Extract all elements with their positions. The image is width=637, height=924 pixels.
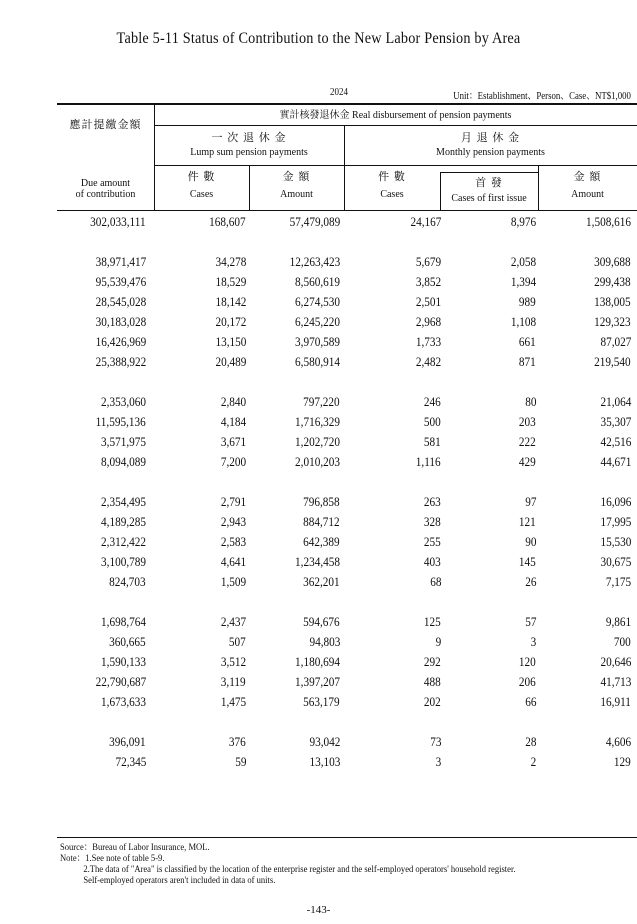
table-cell: 2,437: [220, 615, 246, 629]
table-cell: 796,858: [303, 495, 340, 509]
table-cell: 6,245,220: [295, 315, 340, 329]
table-cell: 17,995: [600, 515, 631, 529]
table-cell: 403: [424, 555, 441, 569]
table-cell: 1,234,458: [295, 555, 340, 569]
table-cell: 1,698,764: [101, 615, 146, 629]
table-cell: 41,713: [600, 675, 631, 689]
table-cell: 255: [424, 535, 441, 549]
table-cell: 360,665: [109, 635, 146, 649]
table-cell: 22,790,687: [95, 675, 146, 689]
table-cell: 2,968: [415, 315, 441, 329]
table-cell: 3,970,589: [295, 335, 340, 349]
table-cell: 9: [435, 635, 441, 649]
table-cell: 12,263,423: [289, 255, 340, 269]
table-row: [0, 315, 637, 335]
table-row: [0, 495, 637, 515]
contribution-header-zh: 應計提繳金額: [69, 119, 142, 131]
table-row: [0, 435, 637, 455]
monthly-header-zh: 月 退 休 金: [460, 132, 521, 144]
table-row: [0, 695, 637, 715]
table-cell: 2,583: [220, 535, 246, 549]
table-row: [0, 275, 637, 295]
table-cell: 24,167: [410, 215, 441, 229]
table-cell: 376: [229, 735, 246, 749]
table-row: [0, 735, 637, 755]
table-cell: 9,861: [605, 615, 631, 629]
table-cell: 28,545,028: [95, 295, 146, 309]
table-cell: 2: [530, 755, 536, 769]
monthly-header-en: Monthly pension payments: [436, 147, 545, 158]
table-cell: 1,397,207: [295, 675, 340, 689]
table-cell: 500: [424, 415, 441, 429]
table-cell: 1,108: [510, 315, 536, 329]
table-cell: 563,179: [303, 695, 340, 709]
unit-label: Unit：Establishment、Person、Case、NT$1,000: [453, 91, 631, 102]
year-label: 2024: [330, 87, 348, 98]
table-cell: 7,200: [220, 455, 246, 469]
table-title: Table 5-11 Status of Contribution to the New Labor Pension by Area: [116, 30, 521, 47]
table-cell: 94,803: [309, 635, 340, 649]
table-cell: 4,606: [605, 735, 631, 749]
table-cell: 38,971,417: [95, 255, 146, 269]
table-cell: 87,027: [600, 335, 631, 349]
contribution-header-en-2: of contribution: [75, 189, 136, 200]
header-rule-2: [154, 165, 637, 166]
table-cell: 3,671: [220, 435, 246, 449]
table-row: [0, 615, 637, 635]
table-row: [0, 675, 637, 695]
table-cell: 138,005: [594, 295, 631, 309]
table-cell: 1,394: [510, 275, 536, 289]
table-cell: 797,220: [303, 395, 340, 409]
table-cell: 2,791: [220, 495, 246, 509]
table-cell: 824,703: [109, 575, 146, 589]
table-cell: 2,943: [220, 515, 246, 529]
table-cell: 3,119: [221, 675, 246, 689]
table-cell: 302,033,111: [90, 215, 146, 229]
table-cell: 507: [229, 635, 246, 649]
table-cell: 1,116: [416, 455, 441, 469]
table-cell: 95,539,476: [95, 275, 146, 289]
table-cell: 292: [424, 655, 441, 669]
table-row: [0, 655, 637, 675]
table-top-rule: [57, 103, 637, 105]
table-cell: 8,976: [510, 215, 536, 229]
table-cell: 206: [519, 675, 536, 689]
table-row: [0, 635, 637, 655]
table-cell: 2,010,203: [295, 455, 340, 469]
table-cell: 18,142: [215, 295, 246, 309]
table-cell: 93,042: [309, 735, 340, 749]
table-cell: 25,388,922: [95, 355, 146, 369]
table-cell: 72,345: [115, 755, 146, 769]
table-cell: 3: [530, 635, 536, 649]
table-cell: 3,852: [415, 275, 441, 289]
table-cell: 488: [424, 675, 441, 689]
table-cell: 15,530: [600, 535, 631, 549]
first-issue-header-en: Cases of first issue: [451, 193, 527, 204]
table-cell: 73: [429, 735, 441, 749]
table-cell: 145: [519, 555, 536, 569]
table-row: [0, 255, 637, 275]
table-row: [0, 335, 637, 355]
lump-amount-header-en: Amount: [280, 189, 313, 200]
table-cell: 2,840: [220, 395, 246, 409]
lump-cases-header-en: Cases: [189, 189, 214, 200]
table-cell: 661: [519, 335, 536, 349]
table-cell: 219,540: [594, 355, 631, 369]
table-cell: 80: [524, 395, 536, 409]
table-cell: 90: [524, 535, 536, 549]
table-cell: 68: [429, 575, 441, 589]
table-cell: 35,307: [600, 415, 631, 429]
table-cell: 97: [524, 495, 536, 509]
table-cell: 120: [519, 655, 536, 669]
table-cell: 299,438: [594, 275, 631, 289]
table-cell: 57,479,089: [289, 215, 340, 229]
table-cell: 1,475: [220, 695, 246, 709]
table-cell: 202: [424, 695, 441, 709]
table-row: [0, 355, 637, 375]
table-cell: 30,675: [600, 555, 631, 569]
table-cell: 328: [424, 515, 441, 529]
table-cell: 1,673,633: [101, 695, 146, 709]
page-number: -143-: [306, 904, 331, 916]
table-cell: 3: [435, 755, 441, 769]
table-row: [0, 555, 637, 575]
table-cell: 3,100,789: [101, 555, 146, 569]
table-cell: 4,641: [220, 555, 246, 569]
table-cell: 6,274,530: [295, 295, 340, 309]
table-cell: 429: [519, 455, 536, 469]
table-cell: 700: [614, 635, 631, 649]
table-cell: 246: [424, 395, 441, 409]
table-cell: 30,183,028: [95, 315, 146, 329]
table-cell: 1,733: [415, 335, 441, 349]
table-cell: 8,094,089: [101, 455, 146, 469]
table-row: [0, 535, 637, 555]
note-3: Self-employed operators aren't included in data of units.: [83, 876, 276, 886]
table-cell: 20,646: [600, 655, 631, 669]
table-cell: 2,354,495: [101, 495, 146, 509]
table-cell: 594,676: [303, 615, 340, 629]
table-cell: 1,509: [220, 575, 246, 589]
table-cell: 20,489: [215, 355, 246, 369]
table-cell: 362,201: [303, 575, 340, 589]
table-cell: 4,184: [220, 415, 246, 429]
table-cell: 396,091: [109, 735, 146, 749]
table-row: [0, 415, 637, 435]
lump-sum-header-en: Lump sum pension payments: [190, 147, 308, 158]
table-cell: 11,595,136: [95, 415, 146, 429]
table-cell: 4,189,285: [101, 515, 146, 529]
monthly-cases-header-en: Cases: [380, 189, 404, 200]
table-cell: 16,426,969: [95, 335, 146, 349]
table-cell: 13,103: [309, 755, 340, 769]
table-cell: 1,716,329: [295, 415, 340, 429]
first-issue-box-top: [440, 172, 538, 173]
table-cell: 2,482: [415, 355, 441, 369]
table-cell: 28: [524, 735, 536, 749]
table-cell: 6,580,914: [295, 355, 340, 369]
table-cell: 16,096: [600, 495, 631, 509]
table-cell: 3,512: [220, 655, 246, 669]
table-cell: 34,278: [215, 255, 246, 269]
table-cell: 203: [519, 415, 536, 429]
table-cell: 2,058: [510, 255, 536, 269]
table-row: [0, 295, 637, 315]
table-cell: 5,679: [415, 255, 441, 269]
table-cell: 18,529: [215, 275, 246, 289]
table-cell: 66: [524, 695, 536, 709]
table-cell: 129: [614, 755, 631, 769]
table-cell: 21,064: [600, 395, 631, 409]
lump-sum-header-zh: 一 次 退 休 金: [211, 132, 287, 144]
table-cell: 59: [234, 755, 246, 769]
table-cell: 2,312,422: [101, 535, 146, 549]
lump-cases-header-zh: 件 數: [187, 171, 216, 183]
monthly-amount-header-en: Amount: [571, 189, 604, 200]
table-cell: 642,389: [303, 535, 340, 549]
table-row: [0, 755, 637, 775]
table-cell: 1,508,616: [586, 215, 631, 229]
table-cell: 57: [524, 615, 536, 629]
table-cell: 7,175: [605, 575, 631, 589]
table-cell: 121: [519, 515, 536, 529]
table-cell: 20,172: [215, 315, 246, 329]
table-cell: 2,501: [415, 295, 441, 309]
first-issue-header-zh: 首 發: [475, 177, 503, 189]
table-row: [0, 215, 637, 235]
table-cell: 44,671: [600, 455, 631, 469]
contribution-header-en-1: Due amount: [80, 178, 131, 189]
table-cell: 222: [519, 435, 536, 449]
table-row: [0, 575, 637, 595]
table-cell: 13,150: [215, 335, 246, 349]
note-2: 2.The data of "Area" is classified by the location of the enterprise register and the self-employed operators' household register.: [83, 865, 516, 875]
table-cell: 1,180,694: [295, 655, 340, 669]
table-cell: 581: [424, 435, 441, 449]
table-bottom-rule: [57, 837, 637, 838]
monthly-amount-header-zh: 金 額: [573, 171, 602, 183]
table-cell: 263: [424, 495, 441, 509]
note-1: Note：1.See note of table 5-9.: [60, 854, 165, 864]
header-rule-1: [154, 125, 637, 126]
table-cell: 42,516: [600, 435, 631, 449]
table-row: [0, 395, 637, 415]
table-cell: 989: [519, 295, 536, 309]
table-cell: 2,353,060: [101, 395, 146, 409]
table-cell: 1,202,720: [295, 435, 340, 449]
source-note: Source：Bureau of Labor Insurance, MOL.: [60, 843, 210, 853]
table-cell: 26: [524, 575, 536, 589]
table-cell: 1,590,133: [101, 655, 146, 669]
table-cell: 129,323: [594, 315, 631, 329]
table-cell: 3,571,975: [101, 435, 146, 449]
table-cell: 125: [424, 615, 441, 629]
lump-amount-header-zh: 金 額: [282, 171, 311, 183]
table-cell: 309,688: [594, 255, 631, 269]
table-cell: 884,712: [303, 515, 340, 529]
table-cell: 871: [519, 355, 536, 369]
table-row: [0, 455, 637, 475]
notes: [60, 843, 566, 887]
header-bottom-rule: [57, 210, 637, 211]
real-disbursement-header: 實計核發退休金 Real disbursement of pension payments: [279, 110, 512, 121]
monthly-cases-header-zh: 件 數: [378, 171, 406, 183]
table-cell: 16,911: [600, 695, 631, 709]
table-cell: 8,560,619: [295, 275, 340, 289]
table-row: [0, 515, 637, 535]
table-cell: 168,607: [209, 215, 246, 229]
